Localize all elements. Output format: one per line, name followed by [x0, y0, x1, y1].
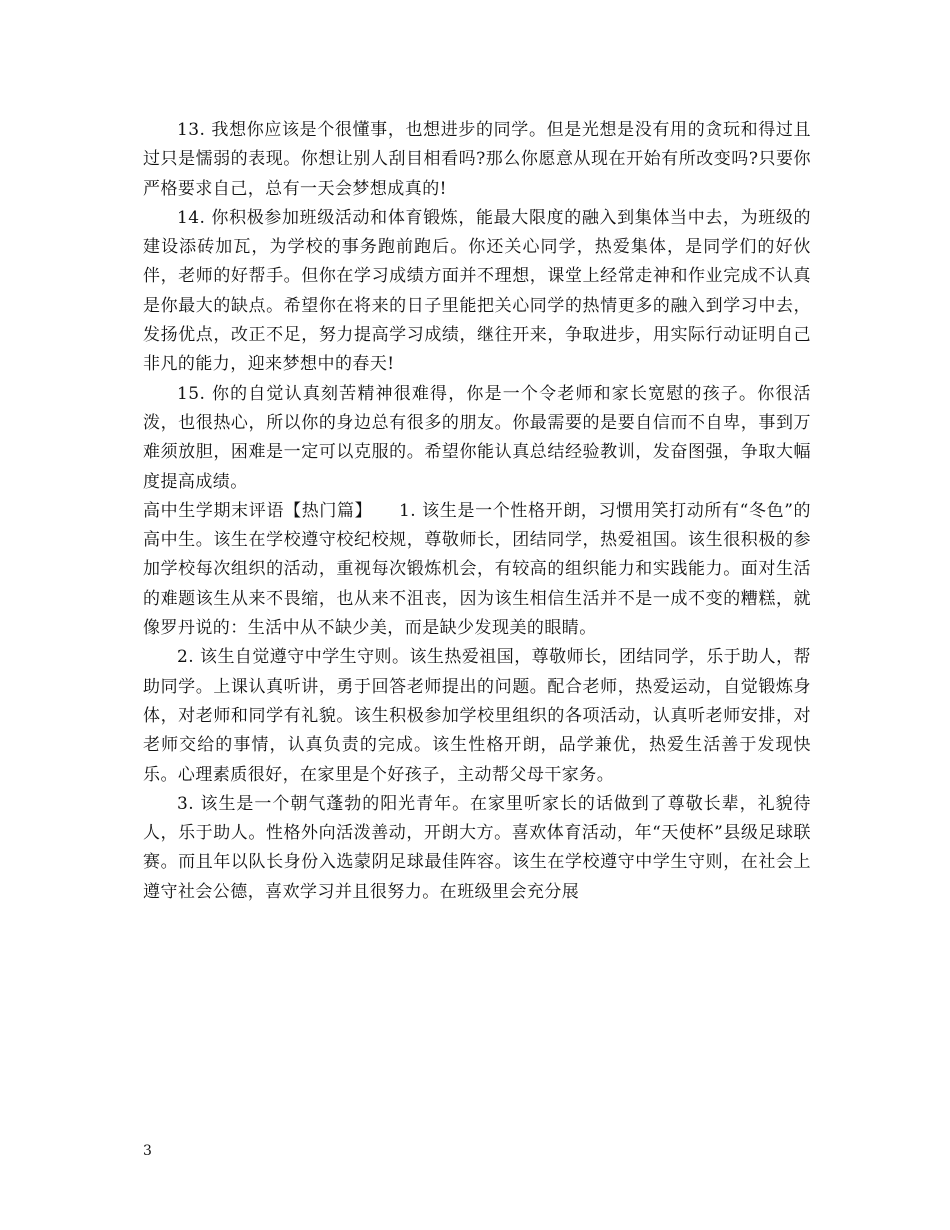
- paragraph-2: 2. 该生自觉遵守中学生守则。该生热爱祖国，尊敬师长，团结同学，乐于助人，帮助同学。上课认真听讲，勇于回答老师提出的问题。配合老师，热爱运动，自觉锻炼身体，对老师和同学有礼貌。该生积极参加学校里组织的各项活动，认真听老师安排，对老师交给的事情，认真负责的完成。该生性格开朗，品学兼优，热爱生活善于发现快乐。心理素质很好，在家里是个好孩子，主动帮父母干家务。: [143, 647, 811, 785]
- section-heading-paragraph: 高中生学期末评语【热门篇】 1. 该生是一个性格开朗，习惯用笑打动所有“冬色”的高中生。该生在学校遵守校纪校规，尊敬师长，团结同学，热爱祖国。该生很积极的参加学校每次组织的活动，重视每次锻炼机会，有较高的组织能力和实践能力。面对生活的难题该生从来不畏缩，也从来不沮丧，因为该生相信生活并不是一成不变的糟糕，就像罗丹说的：生活中从不缺少美，而是缺少发现美的眼睛。: [143, 500, 811, 639]
- paragraph-15: 15. 你的自觉认真刻苦精神很难得，你是一个令老师和家长宽慰的孩子。你很活泼，也很热心，所以你的身边总有很多的朋友。你最需要的是要自信而不自卑，事到万难须放胆，困难是一定可以克服的。希望你能认真总结经验教训，发奋图强，争取大幅度提高成绩。: [143, 383, 811, 492]
- paragraph-14: 14. 你积极参加班级活动和体育锻炼，能最大限度的融入到集体当中去，为班级的建设添砖加瓦，为学校的事务跑前跑后。你还关心同学，热爱集体，是同学们的好伙伴，老师的好帮手。但你在学习成绩方面并不理想，课堂上经常走神和作业完成不认真是你最大的缺点。希望你在将来的日子里能把关心同学的热情更多的融入到学习中去，发扬优点，改正不足，努力提高学习成绩，继往开来，争取进步，用实际行动证明自己非凡的能力，迎来梦想中的春天!: [143, 207, 811, 375]
- paragraph-13: 13. 我想你应该是个很懂事，也想进步的同学。但是光想是没有用的贪玩和得过且过只是懦弱的表现。你想让别人刮目相看吗?那么你愿意从现在开始有所改变吗?只要你严格要求自己，总有一天会梦想成真的!: [143, 120, 811, 199]
- page-number: 3: [143, 1143, 152, 1159]
- paragraph-3: 3. 该生是一个朝气蓬勃的阳光青年。在家里听家长的话做到了尊敬长辈，礼貌待人，乐于助人。性格外向活泼善动，开朗大方。喜欢体育活动，年“天使杯”县级足球联赛。而且年以队长身份入选蒙阴足球最佳阵容。该生在学校遵守中学生守则，在社会上遵守社会公德，喜欢学习并且很努力。在班级里会充分展: [143, 793, 811, 902]
- document-body: [143, 116, 811, 907]
